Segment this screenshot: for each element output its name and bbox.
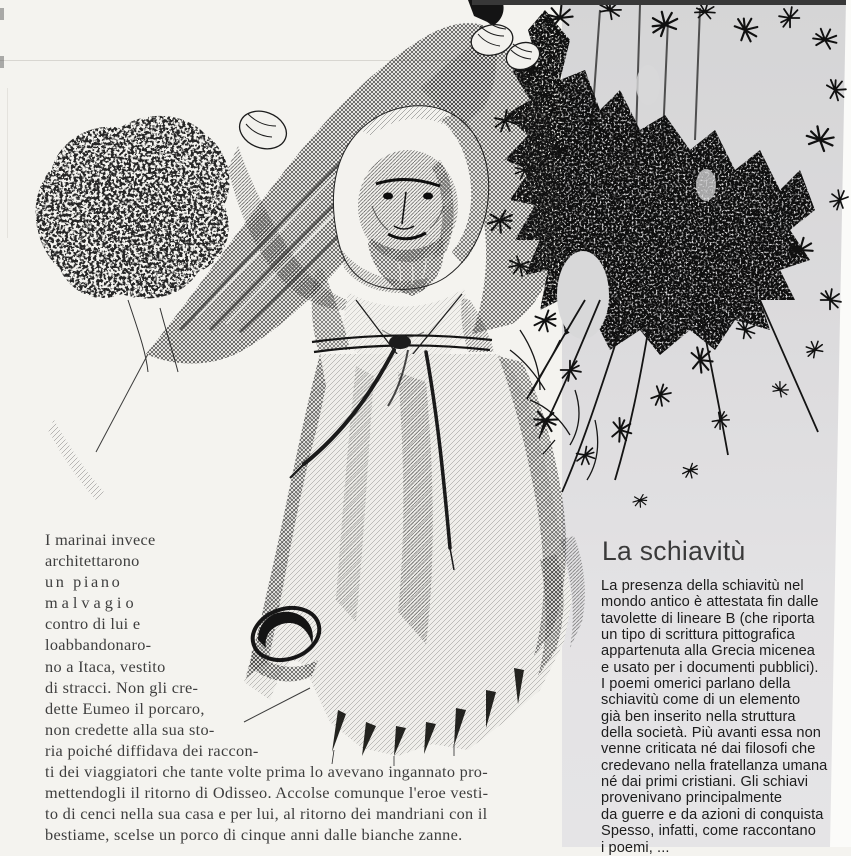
sidebar-line: i poemi, ... [601, 839, 670, 856]
sidebar-line: né dai primi cristiani. Gli schiavi [601, 774, 809, 791]
sidebar-line: appartenuta alla Grecia micenea [601, 643, 816, 660]
article-line: I marinai invece [45, 530, 156, 549]
sidebar-line: I poemi omerici parlano della [601, 676, 791, 693]
article-line: dette Eumeo il porcaro, [45, 698, 205, 718]
article-line: no a Itaca, vestito [45, 656, 166, 676]
article-line: loabbandonaro- [45, 635, 152, 655]
sidebar-line: e usato per i documenti pubblici). [601, 659, 819, 676]
sidebar-line: un tipo di scrittura pittografica [601, 627, 795, 644]
article-line: mettendogli il ritorno di Odisseo. Accolse comunque l'eroe vesti- [45, 783, 489, 803]
sidebar-box [601, 536, 845, 856]
sidebar-line: già ben inserito nella struttura [601, 708, 796, 725]
sidebar-line: mondo antico è attestata fin dalle [601, 594, 819, 611]
article-line: to di cenci nella sua casa e per lui, al ritorno dei mandriani con il [45, 804, 488, 824]
sidebar-line: da guerre e da azioni di conquista [601, 806, 824, 823]
sidebar-line: venne criticata né dai filosofi che [601, 741, 816, 758]
sidebar-line: schiavitù come di un elemento [601, 692, 801, 709]
sidebar-line: della società. Più avanti essa non [601, 725, 822, 742]
eye [423, 193, 433, 200]
article-line: bestiame, scelse un porco di cinque anni dalle bianche zanne. [45, 825, 463, 845]
article-line: malvagio [45, 593, 138, 613]
sidebar-line: tavolette di lineare B (che riporta [601, 610, 815, 627]
sidebar-line: provenivano principalmente [601, 790, 783, 807]
article-line: architettarono [45, 551, 140, 571]
article-line: un piano [45, 572, 123, 592]
article-line: non credette alla sua sto- [45, 719, 215, 739]
article-line: di stracci. Non gli cre- [45, 677, 199, 697]
sidebar-line: La presenza della schiavitù nel [601, 578, 804, 594]
article-paragraph [45, 529, 569, 845]
article-line: ti dei viaggiatori che tante volte prima lo avevano ingannato pro- [45, 762, 488, 782]
sidebar-line: Spesso, infatti, come raccontano [601, 823, 816, 840]
sidebar-line: credevano nella fratellanza umana [601, 757, 828, 774]
sidebar-body [601, 578, 845, 856]
eye [383, 193, 393, 200]
article-line: contro di lui e [45, 614, 141, 634]
sidebar-title: La schiavitù [602, 536, 746, 566]
scan-edge-bar [472, 0, 846, 5]
article-line: ria poiché diffidava dei raccon- [45, 740, 259, 760]
